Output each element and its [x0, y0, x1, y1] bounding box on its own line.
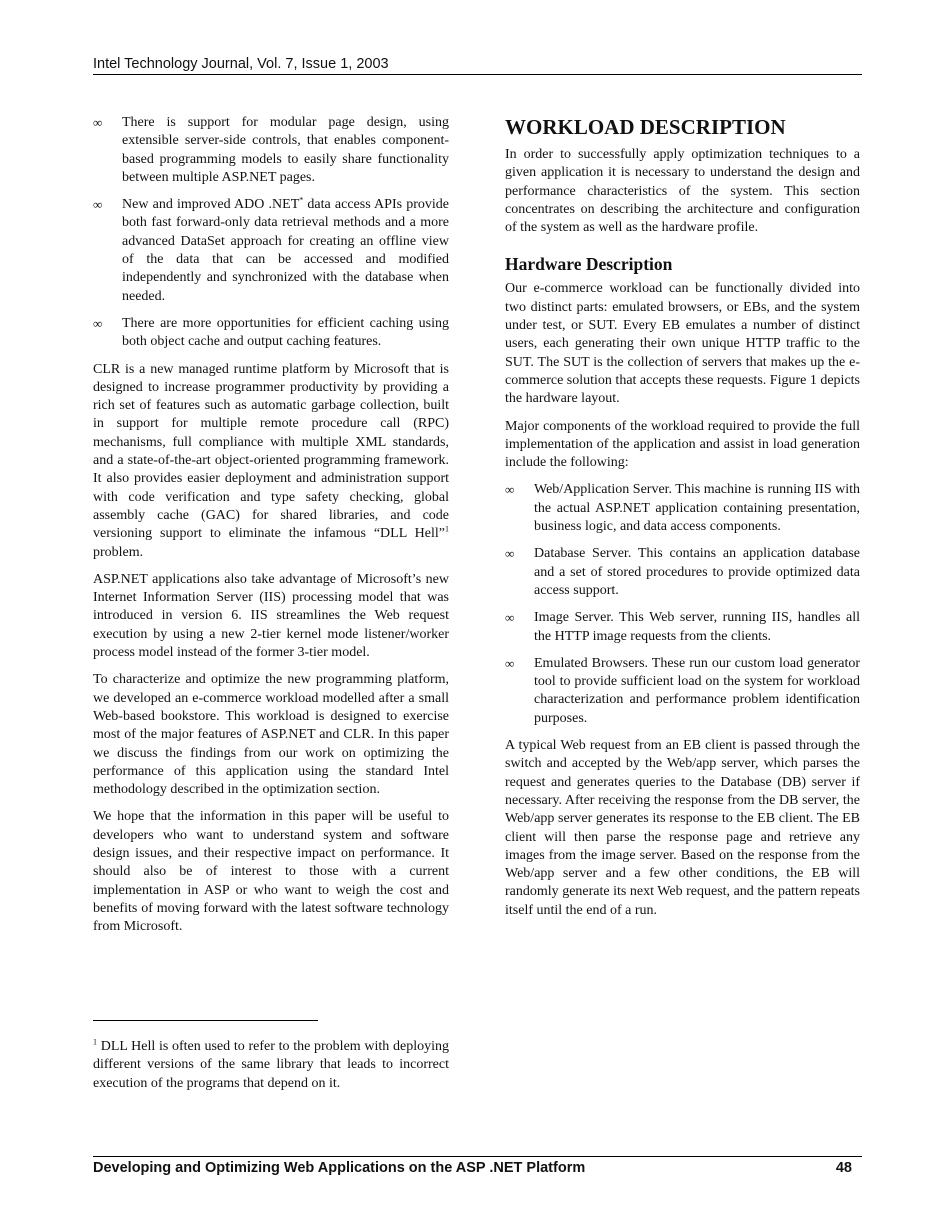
list-item — [505, 655, 860, 728]
bullet-mark: ∞ — [505, 482, 515, 498]
bullet-mark: ∞ — [93, 315, 103, 331]
text-run: problem. — [93, 544, 144, 560]
bullet-mark: ∞ — [505, 655, 515, 671]
right-column — [505, 114, 860, 929]
list-item — [505, 481, 860, 536]
list-item — [93, 315, 449, 352]
bullet-text: Emulated Browsers. These run our custom load generator tool to provide sufficient load on the system for workload characterization and performance problem identification purposes. — [534, 655, 860, 726]
paragraph-clr — [93, 361, 449, 562]
running-header — [93, 56, 862, 75]
journal-title: Intel Technology Journal, Vol. 7, Issue 1, 2003 — [93, 56, 389, 72]
bullet-text: There is support for modular page design, using extensible server-side controls, that enables component-based programming models to easily share functionality between multiple ASP.NET pages. — [122, 115, 449, 185]
paragraph: We hope that the information in this paper will be useful to developers who want to understand system and software design issues, and their respective impact on performance. It should also be of interest to those with a current implementation in ASP or who want to weigh the cost and benefits of moving forward with the latest software technology from Microsoft. — [93, 809, 449, 935]
paragraph: ASP.NET applications also take advantage of Microsoft’s new Internet Information Server (IIS) processing model that was introduced in version 6. IIS streamlines the Web request execution by using a new 2-tier kernel mode listener/worker process model instead of the former 3-tier model. — [93, 571, 449, 661]
bullet-text: Image Server. This Web server, running IIS, handles all the HTTP image requests from the clients. — [534, 610, 860, 644]
list-item — [93, 114, 449, 187]
bullet-mark: ∞ — [505, 610, 515, 626]
list-item — [505, 609, 860, 646]
text-run: CLR is a new managed runtime platform by Microsoft that is designed to increase programmer productivity by providing a rich set of features such as automatic garbage collection, built in support for multiple remote procedure call (RPC) mechanisms, full compliance with multiple XML standards, and a state-of-the-art object-oriented programming framework. It also provides easier deployment and administration support with code verification and type safety checking, global assembly cache (GAC) for shared libraries, and code versioning support to eliminate the infamous “DLL Hell” — [93, 361, 449, 542]
footnote-number: 1 — [93, 1037, 97, 1047]
footnote — [93, 1038, 449, 1093]
paragraph: A typical Web request from an EB client is passed through the switch and accepted by the Web/app server, which parses the request and generates queries to the Database (DB) server if necessary. After receiving the response from the DB server, the Web/app server generates its response to the EB client. The EB client will then parse the response page and retrieve any images from the image server. Based on the response from the Web/app server and a few other conditions, the EB will randomly generate its next Web request, and the pattern repeats itself until the end of a run. — [505, 738, 860, 918]
paragraph: In order to successfully apply optimization techniques to a given application it is necessary to understand the design and performance characteristics of the system. This section concentrates on describing the architecture and configuration of the system as well as the hardware profile. — [505, 147, 860, 236]
running-footer — [93, 1156, 862, 1176]
text-run: data access APIs provide both fast forward-only data retrieval methods and a more advanced DataSet approach for creating an offline view of the data that can be accessed and modified independently and synchronized with the database when needed. — [122, 197, 449, 304]
bullet-mark: ∞ — [93, 115, 103, 130]
paragraph: To characterize and optimize the new programming platform, we developed an e-commerce workload modelled after a small Web-based bookstore. This workload is designed to exercise most of the major features of ASP.NET and CLR. In this paper we discuss the findings from our work on optimizing the performance of this application using the standard Intel methodology described in the optimization section. — [93, 672, 449, 798]
list-item — [505, 545, 860, 600]
left-column — [93, 114, 449, 945]
bullet-text — [122, 196, 449, 306]
paragraph: Our e-commerce workload can be functionally divided into two distinct parts: emulated browsers, or EBs, and the system under test, or SUT. Every EB emulates a number of distinct users, each generating their own unique HTTP traffic to the SUT. The SUT is the collection of servers that makes up the e-commerce solution that accepts these requests. Figure 1 depicts the hardware layout. — [505, 281, 860, 407]
subsection-heading: Hardware Description — [505, 254, 673, 275]
footnote-divider — [93, 1020, 318, 1021]
bullet-mark: ∞ — [505, 546, 515, 562]
page-number: 48 — [835, 1160, 852, 1176]
paper-title: Developing and Optimizing Web Applications on the ASP .NET Platform — [93, 1160, 586, 1176]
footnote-marker: 1 — [445, 524, 449, 534]
text-run: New and improved ADO .NET — [122, 197, 300, 213]
list-item — [93, 196, 449, 306]
bullet-text: Database Server. This contains an application database and a set of stored procedures to provide optimized data access support. — [534, 546, 860, 598]
bullet-text: There are more opportunities for efficient caching using both object cache and output caching features. — [122, 315, 449, 350]
footnote-marker: * — [299, 195, 304, 205]
bullet-mark: ∞ — [93, 197, 103, 213]
section-heading: WORKLOAD DESCRIPTION — [505, 115, 786, 139]
footnote-text: DLL Hell is often used to refer to the problem with deploying different versions of the same library that leads to incorrect execution of the programs that depend on it. — [93, 1039, 449, 1091]
paragraph: Major components of the workload required to provide the full implementation of the application and assist in load generation include the following: — [505, 418, 860, 471]
bullet-text: Web/Application Server. This machine is running IIS with the actual ASP.NET application containing presentation, business logic, and data access components. — [534, 482, 861, 535]
